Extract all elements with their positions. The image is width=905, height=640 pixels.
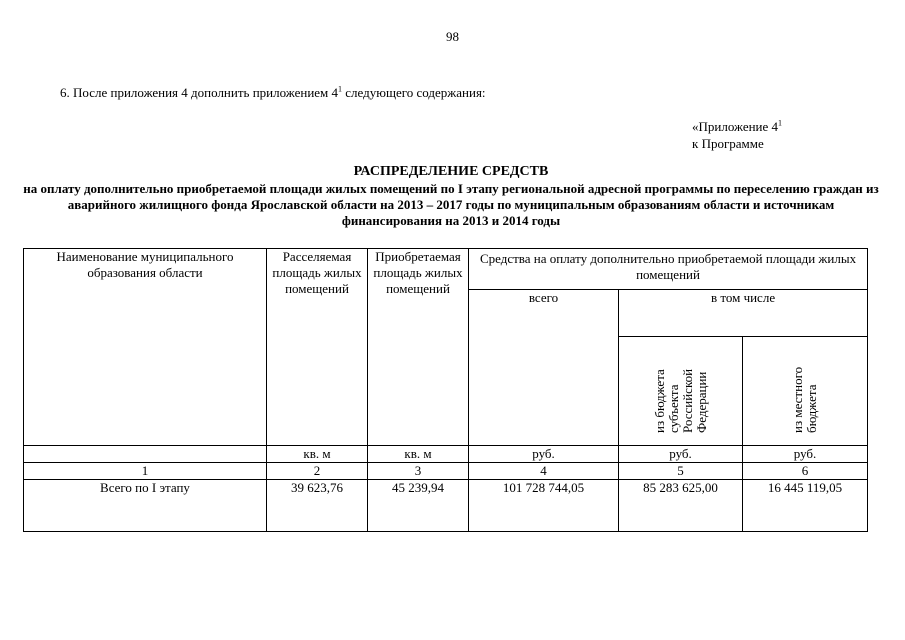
units-row	[24, 446, 868, 463]
header-regional-budget	[619, 337, 743, 446]
column-number-row	[24, 463, 868, 480]
column-number: 1	[24, 463, 267, 480]
distribution-table	[23, 248, 868, 532]
column-number: 2	[267, 463, 368, 480]
unit-cell: руб.	[469, 446, 619, 463]
unit-cell: кв. м	[368, 446, 469, 463]
header-municipality: Наименование муниципального образования области	[24, 249, 267, 446]
column-number: 5	[619, 463, 743, 480]
row-name: Всего по I этапу	[24, 480, 267, 532]
title-main: РАСПРЕДЕЛЕНИЕ СРЕДСТВ	[353, 164, 549, 179]
row-regional-budget: 85 283 625,00	[619, 480, 743, 532]
header-purchased-area: Приобретаемая площадь жилых помещений	[368, 249, 469, 446]
row-resettled-area: 39 623,76	[267, 480, 368, 532]
local-budget-label: из местного бюджета	[790, 366, 820, 433]
column-number: 4	[469, 463, 619, 480]
header-local-budget	[743, 337, 868, 446]
appendix-caption	[692, 118, 782, 152]
intro-paragraph	[60, 85, 486, 101]
page-number: 98	[446, 29, 459, 44]
row-total: 101 728 744,05	[469, 480, 619, 532]
intro-superscript: 1	[338, 84, 343, 94]
appendix-line1: «Приложение 4	[692, 119, 779, 134]
appendix-line2: к Программе	[692, 136, 764, 151]
appendix-superscript: 1	[778, 118, 783, 128]
header-row-1	[24, 249, 868, 290]
header-total: всего	[469, 290, 619, 446]
intro-text: 6. После приложения 4 дополнить приложением 4	[60, 85, 339, 100]
units-blank	[24, 446, 267, 463]
header-resettled-area: Расселяемая площадь жилых помещений	[267, 249, 368, 446]
header-funds: Средства на оплату дополнительно приобретаемой площади жилых помещений	[469, 249, 868, 290]
header-including: в том числе	[619, 290, 868, 337]
row-local-budget: 16 445 119,05	[743, 480, 868, 532]
unit-cell: руб.	[743, 446, 868, 463]
column-number: 6	[743, 463, 868, 480]
row-purchased-area: 45 239,94	[368, 480, 469, 532]
regional-budget-label: из бюджета субъекта Российской Федерации	[651, 368, 709, 433]
document-title	[20, 163, 882, 229]
intro-tail: следующего содержания:	[342, 85, 486, 100]
unit-cell: руб.	[619, 446, 743, 463]
table-row	[24, 480, 868, 532]
title-subtitle: на оплату дополнительно приобретаемой площади жилых помещений по I этапу региональной адресной программы по переселению граждан из аварийного жилищного фонда Ярославской области на 2013 – 2017 годы по муниципальным образованиям области и источникам финансирования на 2013 и 2014 годы	[23, 181, 879, 228]
column-number: 3	[368, 463, 469, 480]
unit-cell: кв. м	[267, 446, 368, 463]
